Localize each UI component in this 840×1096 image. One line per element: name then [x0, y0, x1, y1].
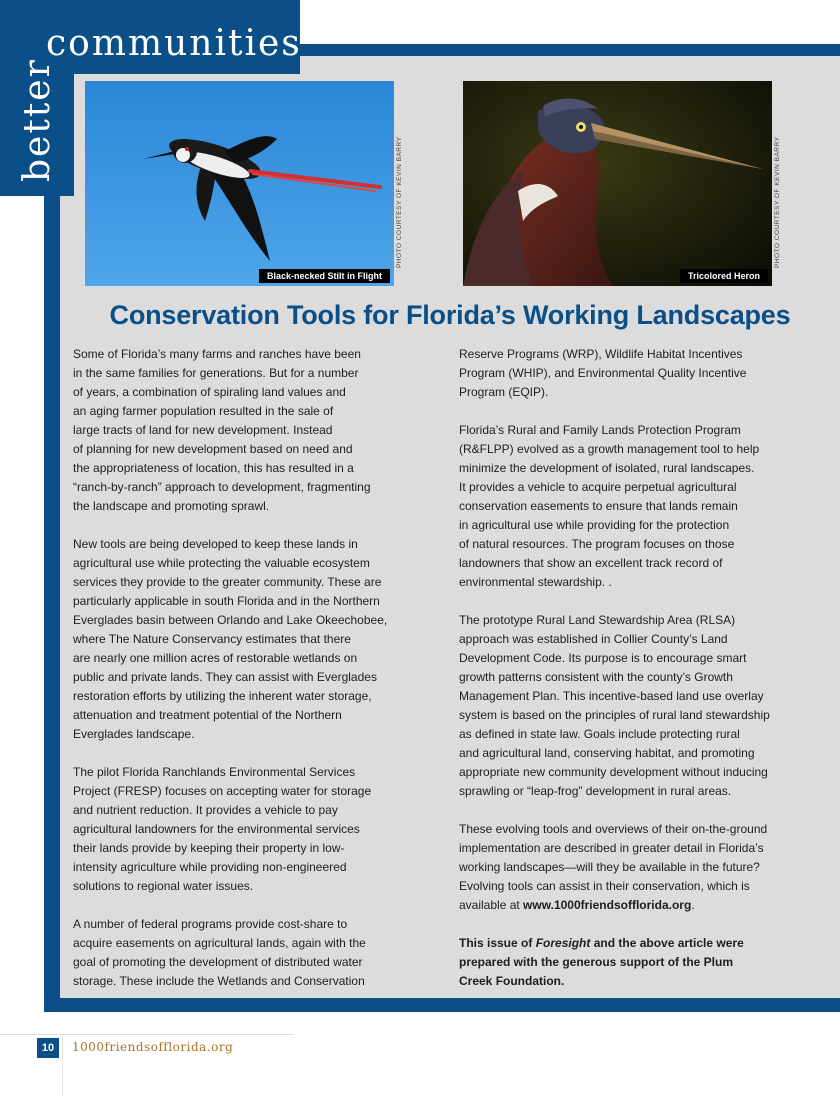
article-paragraph: Florida’s Rural and Family Lands Protection Program (R&FLPP) evolved as a growth management tool to help minimize the development of isolated, rural landscapes. It provides a vehicle to acquire perpetual agricultural conservation easements to ensure that lands remain in agricultural use while providing for the protection of natural resources. The program focuses on those landowners that show an excellent track record of environmental stewardship. .: [459, 423, 760, 589]
section-word-better: better: [17, 58, 58, 182]
photo-credit: PHOTO COURTESY OF KEVIN BARRY: [774, 136, 781, 268]
publication-name: Foresight: [535, 936, 591, 950]
article-paragraph: Reserve Programs (WRP), Wildlife Habitat Incentives Program (WHIP), and Environmental Quality Incentive Program (EQIP).: [459, 347, 747, 399]
page-number: 10: [37, 1038, 59, 1058]
article-paragraph: A number of federal programs provide cost-share to acquire easements on agricultural lands, again with the goal of promoting the development of distributed water storage. These include the Wetlands and Conservation: [73, 917, 366, 988]
sponsor-note-pre: This issue of: [459, 936, 536, 950]
footer-rule: [0, 1034, 294, 1035]
article-column-right: [459, 345, 787, 991]
heron-photo: [463, 81, 772, 286]
section-word-communities: communities: [46, 23, 302, 64]
article-paragraph: The prototype Rural Land Stewardship Area (RLSA) approach was established in Collier County’s Land Development Code. Its purpose is to encourage smart growth patterns consistent with the county’s Growth Management Plan. This incentive-based land use overlay system is based on the principles of rural land stewardship as defined in state law. Goals include protecting rural and agricultural land, conserving habitat, and promoting appropriate new community development without inducing sprawling or “leap-frog” development in rural areas.: [459, 613, 770, 798]
sponsor-note: [459, 934, 787, 991]
article-title: Conservation Tools for Florida’s Working Landscapes: [109, 300, 791, 330]
photo-caption: Black-necked Stilt in Flight: [259, 269, 390, 283]
footer-vertical-rule: [62, 1034, 63, 1096]
closing-paragraph: [459, 820, 787, 915]
article-column-left: [73, 345, 397, 991]
article-paragraph: New tools are being developed to keep these lands in agricultural use while protecting the valuable ecosystem services they provide to the greater community. These are particularly applicable in south Florida and in the Northern Everglades basin between Orlando and Lake Okeechobee, where The Nature Conservancy estimates that there are nearly one million acres of restorable wetlands on public and private lands. They can assist with Everglades restoration efforts by utilizing the inherent water storage, attenuation and treatment potential of the Northern Everglades landscape.: [73, 537, 388, 741]
article-paragraph: Some of Florida’s many farms and ranches have been in the same families for generations. But for a number of years, a combination of spiraling land values and an aging farmer population resulted in the sale of large tracts of land for new development. Instead of planning for new development based on need and the appropriateness of location, this has resulted in a “ranch-by-ranch” approach to development, fragmenting the landscape and promoting sprawl.: [73, 347, 371, 513]
photo-caption: Tricolored Heron: [680, 269, 768, 283]
stilt-photo: [85, 81, 394, 286]
heron-illustration: [463, 81, 772, 286]
website-link[interactable]: www.1000friendsofflorida.org: [523, 898, 692, 912]
article-paragraph: The pilot Florida Ranchlands Environmental Services Project (FRESP) focuses on accepting water for storage and nutrient reduction. It provides a vehicle to pay agricultural landowners for the environmental services their lands provide by keeping their property in low- intensity agriculture while providing non-engineered solutions to regional water issues.: [73, 765, 372, 893]
footer-website[interactable]: 1000friendsofflorida.org: [72, 1040, 234, 1054]
stilt-illustration: [85, 81, 394, 286]
sponsor-note-post: and the above article were prepared with the generous support of the Plum Creek Foundation.: [459, 936, 744, 988]
closing-end: .: [691, 898, 695, 912]
frame-bottom-bar: [44, 998, 840, 1012]
photo-credit: PHOTO COURTESY OF KEVIN BARRY: [396, 136, 403, 268]
closing-text: These evolving tools and overviews of their on-the-ground implementation are described in greater detail in Florida’s working landscapes—will they be available in the future? Evolving tools can assist in their conservation, which is available at: [459, 822, 768, 912]
